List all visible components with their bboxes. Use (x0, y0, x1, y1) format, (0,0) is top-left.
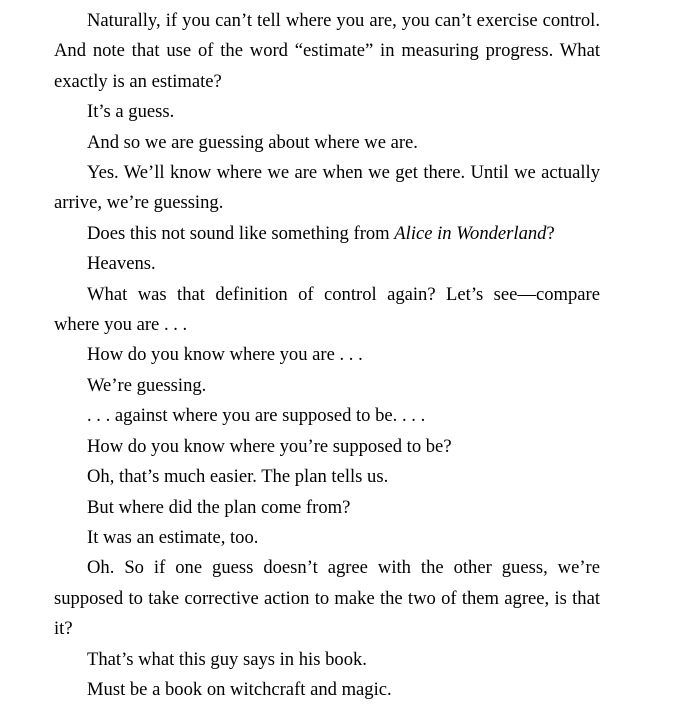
paragraph-text: But where did the plan come from? (87, 496, 351, 518)
paragraph-4 (54, 158, 600, 219)
paragraph-text: How do you know where you’re supposed to be? (87, 435, 452, 457)
paragraph-text: Does this not sound like something from (87, 222, 395, 244)
paragraph-16 (54, 645, 600, 675)
paragraph-text: That’s what this guy says in his book. (87, 648, 367, 670)
paragraph-14 (54, 523, 600, 553)
paragraph-3 (54, 128, 600, 158)
book-title-italic: Alice in Wonderland (394, 222, 547, 244)
paragraph-text: It’s a guess. (87, 101, 175, 123)
paragraph-text: We’re guessing. (87, 374, 207, 396)
paragraph-11 (54, 432, 600, 462)
paragraph-17 (54, 675, 600, 705)
paragraph-1 (54, 6, 600, 97)
paragraph-6 (54, 249, 600, 279)
paragraph-15 (54, 553, 600, 644)
paragraph-text-tail: ? (546, 222, 555, 244)
paragraph-text: Oh. So if one guess doesn’t agree with the other guess, we’re supposed to take corrective action to make the two of them agree, is that it? (54, 557, 600, 640)
paragraph-text: . . . against where you are supposed to be. . . . (87, 405, 426, 427)
paragraph-text: Yes. We’ll know where we are when we get there. Until we actually arrive, we’re guessing. (54, 162, 600, 214)
paragraph-text: Oh, that’s much easier. The plan tells us. (87, 466, 389, 488)
page-body (54, 6, 600, 705)
paragraph-5 (54, 219, 600, 249)
paragraph-text: It was an estimate, too. (87, 526, 259, 548)
paragraph-10 (54, 401, 600, 431)
paragraph-9 (54, 371, 600, 401)
paragraph-text: Heavens. (87, 253, 156, 275)
paragraph-text: How do you know where you are . . . (87, 344, 363, 366)
paragraph-text: Must be a book on witchcraft and magic. (87, 678, 392, 700)
paragraph-7 (54, 280, 600, 341)
paragraph-text: And so we are guessing about where we are. (87, 131, 418, 153)
paragraph-12 (54, 462, 600, 492)
paragraph-text: Naturally, if you can’t tell where you are, you can’t exercise control. And note that use of the word “estimate” in measuring progress. What exactly is an estimate? (54, 10, 600, 92)
paragraph-13 (54, 493, 600, 523)
paragraph-text: What was that definition of control again? Let’s see—compare where you are . . . (54, 283, 600, 336)
paragraph-8 (54, 340, 600, 370)
paragraph-2 (54, 97, 600, 127)
